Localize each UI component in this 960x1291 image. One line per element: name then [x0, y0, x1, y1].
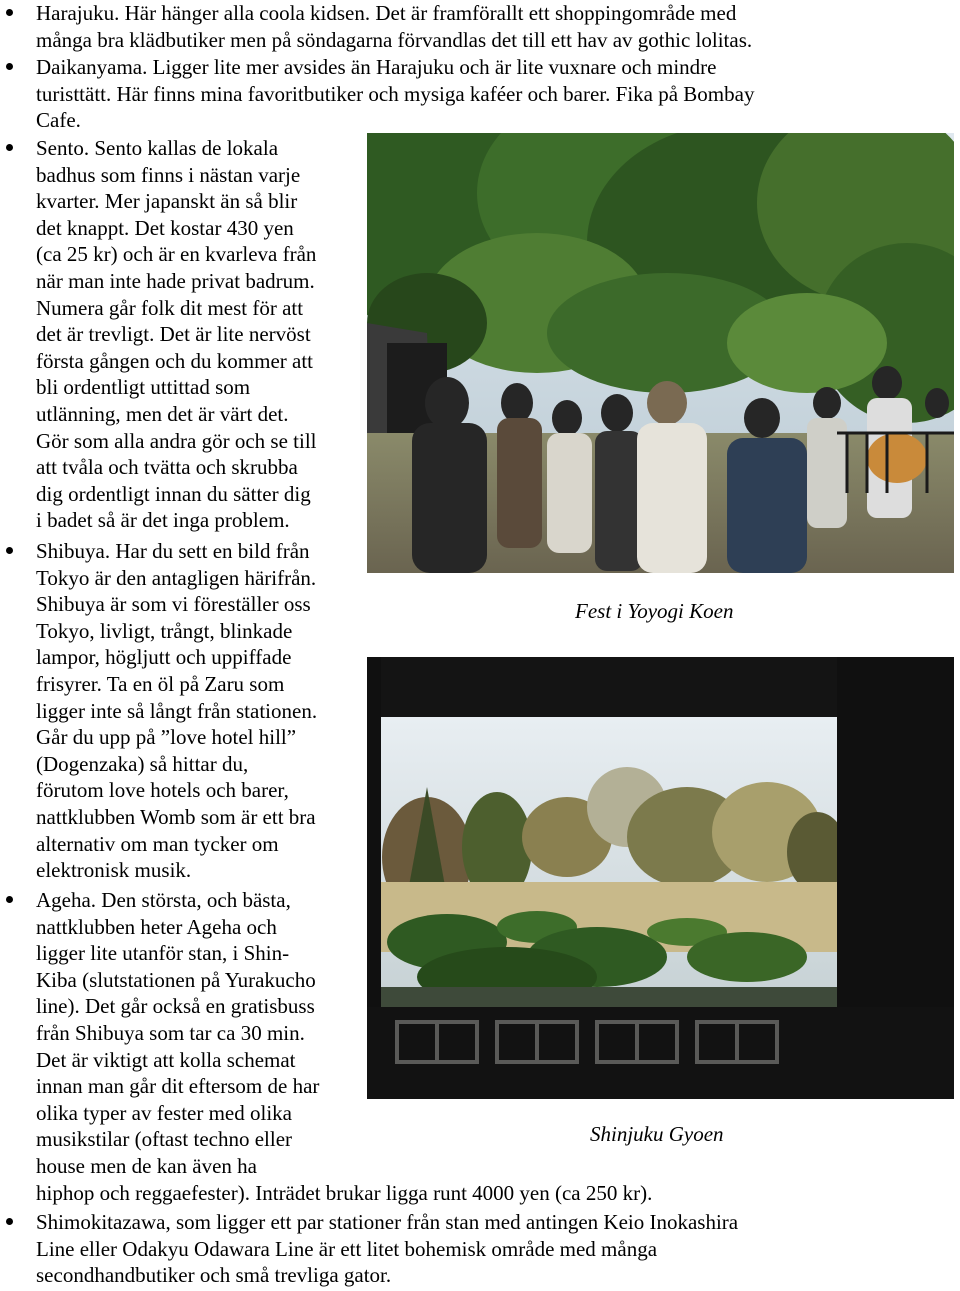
bullet-shibuya	[6, 547, 13, 554]
shinjuku-photo	[367, 657, 954, 1099]
shibuya-line: nattklubben Womb som är ett bra	[36, 805, 316, 829]
sento-line: i badet så är det inga problem.	[36, 508, 290, 533]
ageha-line: ligger lite utanför stan, i Shin-	[36, 941, 290, 966]
sento-line: (ca 25 kr) och är en kvarleva från	[36, 242, 317, 267]
sento-line: Gör som alla andra gör och se till	[36, 428, 317, 453]
ageha-line: Det är viktigt att kolla schemat	[36, 1047, 296, 1072]
sento-line: dig ordentligt innan du sätter dig	[36, 481, 311, 506]
ageha-line: olika typer av fester med olika	[36, 1100, 292, 1125]
bullet-harajuku	[6, 9, 13, 16]
shibuya-line: lampor, högljutt och uppiffade	[36, 645, 292, 670]
yoyogi-photo-illustration	[367, 133, 954, 573]
shinjuku-photo-illustration	[367, 657, 954, 1099]
shinjuku-caption: Shinjuku Gyoen	[590, 1122, 724, 1146]
yoyogi-photo	[367, 133, 954, 573]
ageha-line: house men de kan även ha	[36, 1154, 258, 1178]
bullet-sento	[6, 144, 13, 151]
shibuya-line: alternativ om man tycker om	[36, 831, 279, 856]
ageha-line: nattklubben heter Ageha och	[36, 914, 277, 939]
shibuya-line: Shibuya. Har du sett en bild från	[36, 539, 310, 563]
shibuya-line: frisyrer. Ta en öl på Zaru som	[36, 672, 285, 696]
ageha-line: från Shibuya som tar ca 30 min.	[36, 1021, 305, 1045]
bullet-ageha	[6, 896, 13, 903]
ageha-line: Ageha. Den största, och bästa,	[36, 888, 291, 912]
sento-line: bli ordentligt uttittad som	[36, 375, 251, 400]
bullet-shimokitazawa	[6, 1218, 13, 1225]
ageha-line: Kiba (slutstationen på Yurakucho	[36, 967, 316, 992]
ageha-line: line). Det går också en gratisbuss	[36, 994, 315, 1019]
shibuya-line: elektronisk musik.	[36, 858, 192, 883]
sento-line: badhus som finns i nästan varje	[36, 162, 301, 187]
shimokitazawa-line: Line eller Odakyu Odawara Line är ett litet bohemisk område med många	[36, 1236, 658, 1261]
sento-line: utlänning, men det är värt det.	[36, 402, 289, 426]
shibuya-line: Shibuya är som vi föreställer oss	[36, 592, 311, 617]
daikanyama-line: Daikanyama. Ligger lite mer avsides än Harajuku och är lite vuxnare och mindre	[36, 55, 717, 79]
ageha-line: innan man går dit eftersom de har	[36, 1074, 320, 1099]
sento-line: det är trevligt. Det är lite nervöst	[36, 322, 311, 347]
shibuya-line: Tokyo är den antagligen härifrån.	[36, 565, 317, 590]
sento-line: första gången och du kommer att	[36, 348, 313, 373]
shibuya-line: (Dogenzaka) så hittar du,	[36, 751, 249, 776]
sento-line: det knappt. Det kostar 430 yen	[36, 215, 294, 240]
sento-line: Sento. Sento kallas de lokala	[36, 136, 279, 160]
yoyogi-caption: Fest i Yoyogi Koen	[575, 599, 734, 623]
bullet-daikanyama	[6, 63, 13, 70]
daikanyama-line: turisttätt. Här finns mina favoritbutiker och mysiga kaféer och barer. Fika på Bombay	[36, 81, 755, 106]
ageha-line: hiphop och reggaefester). Inträdet brukar ligga runt 4000 yen (ca 250 kr).	[36, 1181, 653, 1205]
shimokitazawa-line: secondhandbutiker och små trevliga gator.	[36, 1263, 392, 1288]
harajuku-line: Harajuku. Här hänger alla coola kidsen. Det är framförallt ett shoppingområde med	[36, 1, 737, 25]
sento-line: att tvåla och tvätta och skrubba	[36, 455, 298, 480]
shibuya-line: ligger inte så långt från stationen.	[36, 698, 318, 723]
harajuku-line: många bra klädbutiker men på söndagarna förvandlas det till ett hav av gothic lolitas.	[36, 27, 753, 52]
shibuya-line: Går du upp på ”love hotel hill”	[36, 725, 297, 750]
shibuya-line: förutom love hotels och barer,	[36, 778, 289, 803]
shimokitazawa-line: Shimokitazawa, som ligger ett par stationer från stan med antingen Keio Inokashira	[36, 1210, 739, 1234]
ageha-line: musikstilar (oftast techno eller	[36, 1127, 293, 1152]
sento-line: när man inte hade privat badrum.	[36, 269, 315, 293]
sento-line: Numera går folk dit mest för att	[36, 295, 304, 320]
sento-line: kvarter. Mer japanskt än så blir	[36, 189, 298, 214]
shibuya-line: Tokyo, livligt, trångt, blinkade	[36, 618, 293, 643]
daikanyama-line: Cafe.	[36, 108, 81, 133]
